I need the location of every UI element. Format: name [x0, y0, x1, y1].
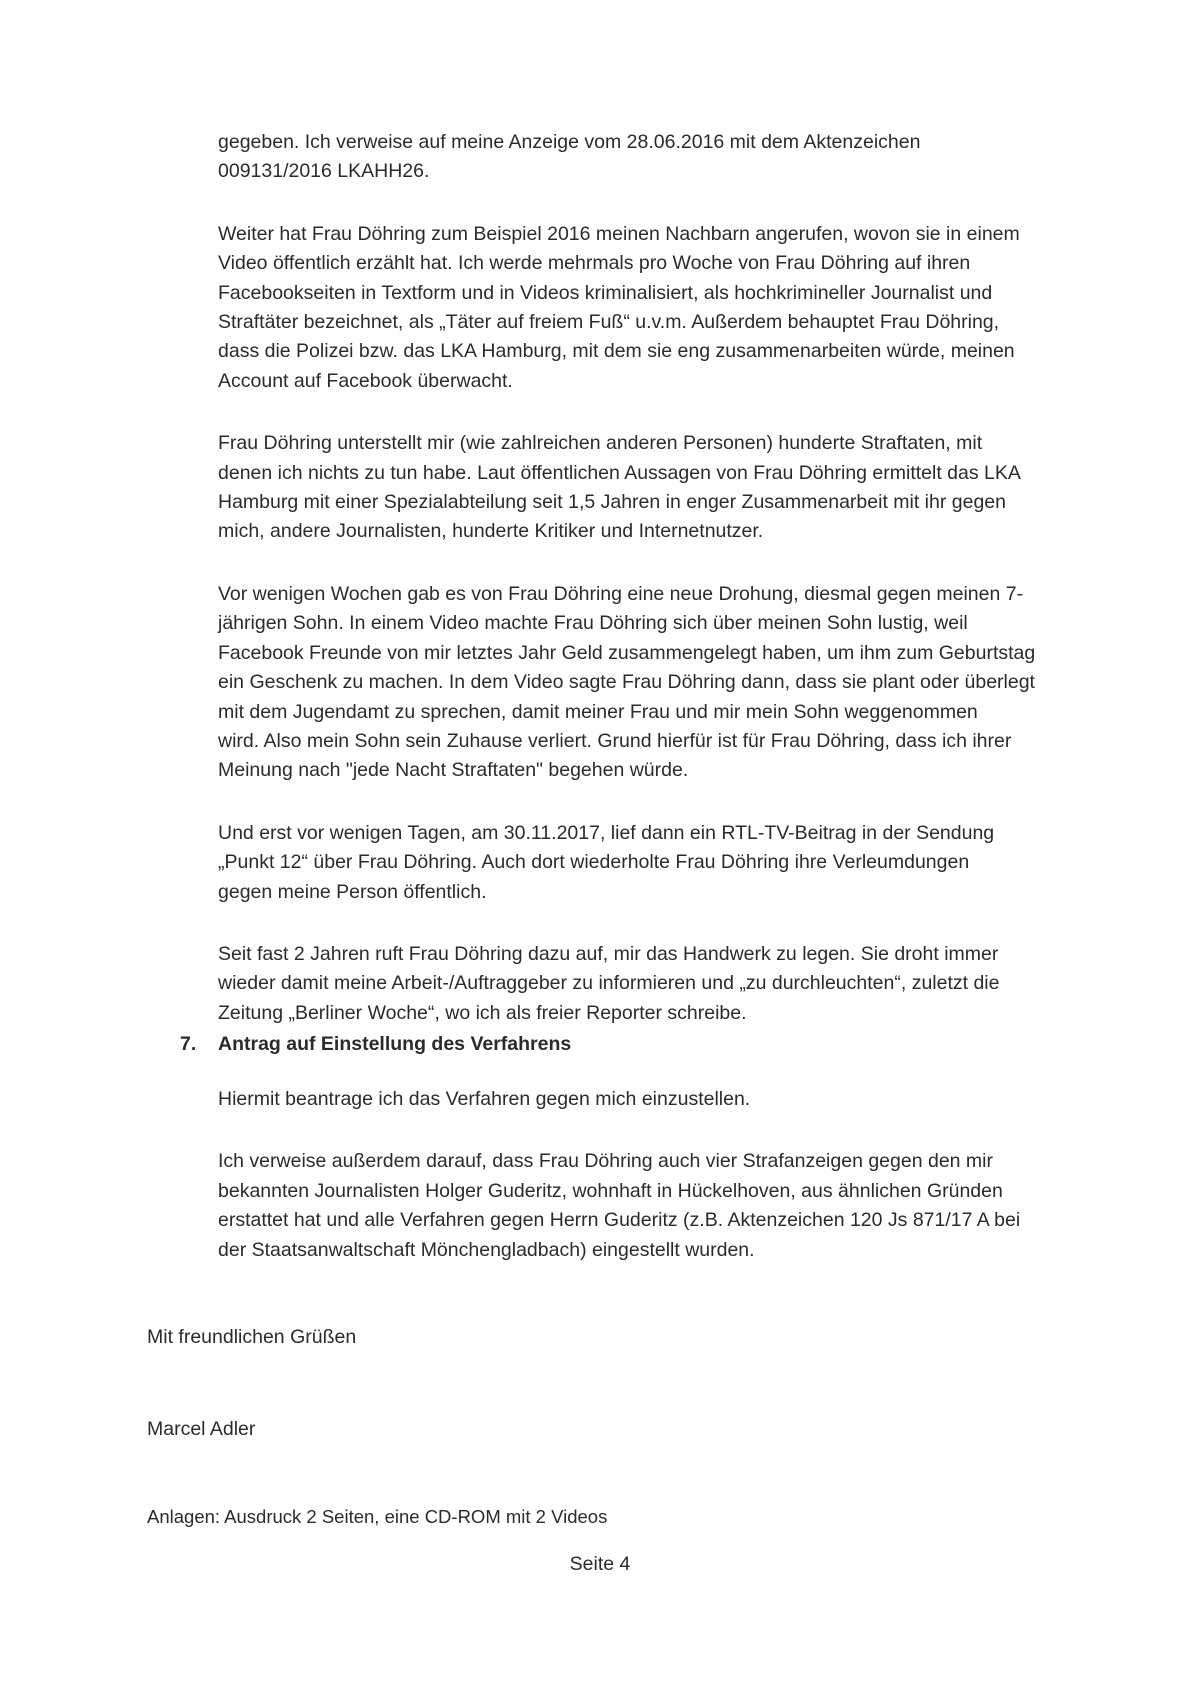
paragraph: [218, 128, 1078, 187]
paragraph: [218, 580, 1078, 786]
text-line: Straftäter bezeichnet, als „Täter auf freiem Fuß“ u.v.m. Außerdem behauptet Frau Döhring,: [218, 311, 1000, 334]
text-line: der Staatsanwaltschaft Mönchengladbach) eingestellt wurden.: [218, 1238, 755, 1261]
paragraph: [218, 940, 1078, 1028]
letter-body: [218, 128, 1078, 1061]
text-line: Ich verweise außerdem darauf, dass Frau Döhring auch vier Strafanzeigen gegen den mir: [218, 1150, 993, 1173]
text-line: Frau Döhring unterstellt mir (wie zahlreichen anderen Personen) hunderte Straftaten, mit: [218, 432, 983, 455]
text-line: Meinung nach "jede Nacht Straftaten" begehen würde.: [218, 759, 689, 782]
text-line: Hamburg mit einer Spezialabteilung seit 1,5 Jahren in enger Zusammenarbeit mit ihr gegen: [218, 491, 1006, 514]
paragraph: [218, 1085, 1078, 1114]
paragraph: [218, 819, 1078, 907]
text-line: Und erst vor wenigen Tagen, am 30.11.2017, lief dann ein RTL-TV-Beitrag in der Sendung: [218, 821, 995, 844]
section-number: 7.: [180, 1033, 197, 1055]
closing-greeting: Mit freundlichen Grüßen: [147, 1326, 357, 1348]
signature-name: Marcel Adler: [147, 1418, 256, 1440]
paragraph: [218, 220, 1078, 396]
text-line: jährigen Sohn. In einem Video machte Frau Döhring sich über meinen Sohn lustig, weil: [218, 612, 968, 635]
text-line: 009131/2016 LKAHH26.: [218, 160, 430, 183]
text-line: Video öffentlich erzählt hat. Ich werde mehrmals pro Woche von Frau Döhring auf ihren: [218, 252, 971, 275]
paragraph: [218, 1147, 1078, 1265]
text-line: mich, andere Journalisten, hunderte Kritiker und Internetnutzer.: [218, 520, 764, 543]
text-line: gegen meine Person öffentlich.: [218, 880, 487, 903]
text-line: Facebook Freunde von mir letztes Jahr Geld zusammengelegt haben, um ihm zum Geburtstag: [218, 641, 1036, 664]
text-line: wird. Also mein Sohn sein Zuhause verliert. Grund hierfür ist für Frau Döhring, dass ich ihrer: [218, 729, 1012, 752]
text-line: Zeitung „Berliner Woche“, wo ich als freier Reporter schreibe.: [218, 1001, 747, 1024]
text-line: gegeben. Ich verweise auf meine Anzeige vom 28.06.2016 mit dem Aktenzeichen: [218, 131, 921, 153]
text-line: Facebookseiten in Textform und in Videos kriminalisiert, als hochkrimineller Journalist und: [218, 281, 993, 304]
text-line: Vor wenigen Wochen gab es von Frau Döhring eine neue Drohung, diesmal gegen meinen 7-: [218, 582, 1024, 605]
attachments-note: Anlagen: Ausdruck 2 Seiten, eine CD-ROM mit 2 Videos: [147, 1506, 608, 1527]
text-line: Weiter hat Frau Döhring zum Beispiel 2016 meinen Nachbarn angerufen, wovon sie in einem: [218, 222, 1020, 245]
text-line: Hiermit beantrage ich das Verfahren gegen mich einzustellen.: [218, 1088, 751, 1110]
text-line: ein Geschenk zu machen. In dem Video sagte Frau Döhring dann, dass sie plant oder überlegt: [218, 671, 1035, 694]
paragraph: [218, 429, 1078, 547]
section-body: [218, 1085, 1078, 1298]
text-line: Seit fast 2 Jahren ruft Frau Döhring dazu auf, mir das Handwerk zu legen. Sie droht immer: [218, 942, 999, 965]
text-line: wieder damit meine Arbeit-/Auftraggeber zu informieren und „zu durchleuchten“, zuletzt die: [218, 972, 1000, 995]
section-heading: [180, 1030, 571, 1058]
text-line: erstattet hat und alle Verfahren gegen Herrn Guderitz (z.B. Aktenzeichen 120 Js 871/17 A bei: [218, 1209, 1021, 1232]
text-line: bekannten Journalisten Holger Guderitz, wohnhaft in Hückelhoven, aus ähnlichen Gründen: [218, 1179, 1003, 1202]
page-number: Seite 4: [569, 1553, 631, 1575]
section-title: Antrag auf Einstellung des Verfahrens: [218, 1033, 572, 1055]
text-line: Account auf Facebook überwacht.: [218, 369, 513, 392]
text-line: „Punkt 12“ über Frau Döhring. Auch dort wiederholte Frau Döhring ihre Verleumdungen: [218, 851, 970, 874]
text-line: mit dem Jugendamt zu sprechen, damit meiner Frau und mir mein Sohn weggenommen: [218, 700, 978, 723]
text-line: dass die Polizei bzw. das LKA Hamburg, mit dem sie eng zusammenarbeiten würde, meinen: [218, 340, 1015, 363]
text-line: denen ich nichts zu tun habe. Laut öffentlichen Aussagen von Frau Döhring ermittelt das LKA: [218, 461, 1021, 484]
